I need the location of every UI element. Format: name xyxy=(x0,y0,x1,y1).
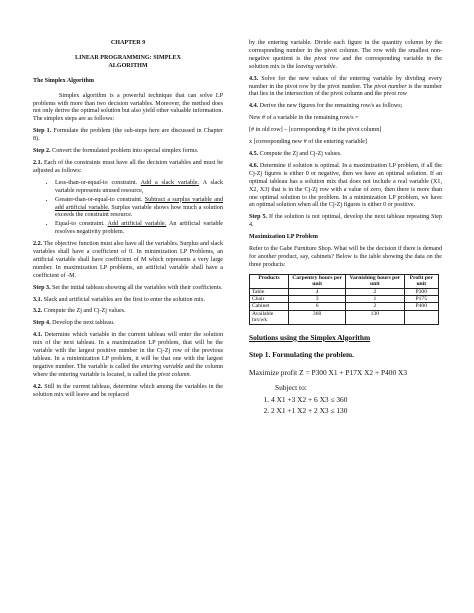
step32-paragraph xyxy=(33,308,223,316)
step44-text: Derive the new figures for the remaining row/s as follows; xyxy=(258,103,403,110)
step41-label: 4.1. xyxy=(33,332,43,339)
step31-text: Slack and artificial variables are the first to enter the solution mix. xyxy=(42,296,206,303)
maximization-paragraph: Refer to the Gabe Furniture Shop. What will be the decision if there is demand for another product, say, cabinets? Below is the table showing the data on the three products: xyxy=(249,246,442,268)
bullet-underlined: Subtract a surplus variable and add artificial variable. xyxy=(55,196,223,211)
chapter-title-line2: ALGORITHM xyxy=(108,62,148,69)
list-item xyxy=(55,197,223,221)
table-cell: P300 xyxy=(404,288,438,295)
table-cell: 130 xyxy=(346,310,404,324)
table-header: Products xyxy=(250,274,289,288)
table-cell: 4 xyxy=(289,288,346,295)
continuation-paragraph xyxy=(249,40,442,72)
step3-label: Step 3. xyxy=(33,284,51,291)
step5-text: If the solution is not optimal, develop the next tableau repeating Step 4. xyxy=(249,214,442,229)
step43-text-2: is the number that lies in the intersection of the pivot column and the pivot row xyxy=(249,83,442,98)
table-cell: 3 xyxy=(289,295,346,302)
table-cell: Cabinet xyxy=(250,303,289,310)
list-item: 2. 2 X1 +1 X2 + 2 X3 ≤ 130 xyxy=(271,406,442,416)
step2-paragraph xyxy=(33,148,223,156)
step22-paragraph xyxy=(33,241,223,281)
step41-paragraph xyxy=(33,332,223,379)
step21-label: 2.1. xyxy=(33,159,43,166)
step1-paragraph xyxy=(33,128,223,144)
step5-paragraph xyxy=(249,214,442,230)
chapter-title-line1: LINEAR PROGRAMMING: SIMPLEX xyxy=(75,54,181,61)
continuation-italic: pivot row xyxy=(314,55,340,62)
continuation-italic-2: leaving variable. xyxy=(295,63,338,70)
step43-paragraph xyxy=(249,76,442,100)
table-row xyxy=(250,303,439,310)
list-item xyxy=(55,221,223,237)
maximization-heading: Maximization LP Problem xyxy=(249,234,318,241)
continuation-text: by the entering variable. Divide each figure in the quantity column by the corresponding number in the pivot column. The row with the smallest non-negative quotient is the xyxy=(249,40,442,62)
step21-paragraph xyxy=(33,160,223,176)
step31-label: 3.1. xyxy=(33,296,43,303)
right-column xyxy=(249,40,442,418)
list-item xyxy=(55,180,223,196)
table-row xyxy=(250,288,439,295)
step4-paragraph xyxy=(33,320,223,328)
objective-function: Maximize profit Z = P300 X1 + P17X X2 + P400 X3 xyxy=(249,367,408,377)
formula-line-3: x [corresponding new # of the entering variable] xyxy=(249,139,367,146)
bullet-lead: Less-than-or-equal-to constraint. xyxy=(55,179,141,186)
step22-text: The objective function must also have all the variables. Surplus and slack variables shall have a coefficient of 0. In minimization LP Problems, an artificial variable shall have coefficient of M which represents a very large number. In maximization LP problems, an artificial variable shall have a coefficient of -M. xyxy=(33,241,223,279)
left-column xyxy=(33,40,223,404)
section-heading: The Simplex Algorithm xyxy=(33,77,94,84)
step2-text: Convert the formulated problem into special simplex forms. xyxy=(50,148,199,155)
step41-text: Determine which variable in the current tableau will enter the solution mix of the next tableau. In a maximization LP problem, that will be the variable with the largest positive number in the Cj-Zj row of the previous tableau. In a minimization LP problem, it will be that one with the largest negative number. The variable is called the xyxy=(33,332,223,370)
bullet-lead: Equal-to constraint. xyxy=(55,221,108,228)
table-row xyxy=(250,295,439,302)
constraint-list xyxy=(33,180,223,237)
step1-text: Formulate the problem (the sub-steps here are discussed in Chapter 8). xyxy=(33,128,223,143)
table-cell: Available hrs/wk xyxy=(250,310,289,324)
step43-text: Solve for the new values of the entering variable by dividing every number in the pivot row by the pivot number. The xyxy=(249,75,442,90)
bullet-lead: Greater-than-or-equal-to constraint. xyxy=(55,196,145,203)
step45-text: Compute the Zj and Cj-Zj values. xyxy=(258,150,342,157)
table-cell: Table xyxy=(250,288,289,295)
subject-to-label: Subject to: xyxy=(275,383,307,393)
step3-paragraph xyxy=(33,285,223,293)
step42-label: 4.2. xyxy=(33,383,43,390)
list-item: 1. 4 X1 +3 X2 + 6 X3 ≤ 360 xyxy=(271,395,442,405)
step45-paragraph xyxy=(249,151,442,159)
bullet-rest: Surplus variable shows how much a solution exceeds the constraint resource. xyxy=(55,204,223,219)
step32-text: Compute the Zj and Cj-Zj values. xyxy=(42,308,126,315)
step46-text: Determine if solution is optimal. In a maximization LP problem, if all the Cj-Zj figures is either 0 or negative, then we have an optimal solution. If an optimal tableau has a solution mix that does not include a real variable (X1, X2, X3) that is in the Cj-Zj row with a value of zero, then there is more than one optimal solution to the problem. In a minimization LP problem, we have an optimal solution when all the Cj-Zj figures is either 0 or positive. xyxy=(249,162,442,209)
chapter-title xyxy=(33,55,223,71)
continuation-text-2: and the corresponding variable in the solution mix is the xyxy=(249,55,442,70)
table-header-row xyxy=(250,274,439,288)
step42-paragraph xyxy=(33,384,223,400)
table-cell: 2 xyxy=(346,303,404,310)
table-cell: 2 xyxy=(346,288,404,295)
table-cell: 6 xyxy=(289,303,346,310)
table-cell: P400 xyxy=(404,303,438,310)
table-cell: Chair xyxy=(250,295,289,302)
step5-label: Step 5. xyxy=(249,214,268,221)
table-cell: 360 xyxy=(289,310,346,324)
step31-paragraph xyxy=(33,297,223,305)
step42-text: Still in the current tableau, determine which among the variables in the solution mix will leave and be replaced xyxy=(33,383,223,398)
step41-italic: entering variable xyxy=(140,363,184,370)
step4-text: Develop the next tableau. xyxy=(50,320,115,327)
step46-paragraph xyxy=(249,163,442,210)
table-header: Profit per unit xyxy=(404,274,438,288)
step45-label: 4.5. xyxy=(249,150,259,157)
table-row xyxy=(250,310,439,324)
solutions-heading: Solutions using the Simplex Algorithm xyxy=(249,332,371,342)
bullet-rest: A slack variable represents unused resource, xyxy=(55,179,224,194)
step41-text-2: and the column where the entering variable is located, is called the xyxy=(33,363,224,378)
bullet-underlined: Add a slack variable. xyxy=(140,179,200,186)
step46-label: 4.6. xyxy=(249,162,259,169)
bullet-underlined: Add artificial variable. xyxy=(107,221,167,228)
step4-label: Step 4. xyxy=(33,320,51,327)
table-header: Varnishing hours per unit xyxy=(346,274,404,288)
table-cell: P175 xyxy=(404,295,438,302)
intro-paragraph: Simplex algorithm is a powerful technique that can solve LP problems with more than two decision variables. Moreover, the method does not only derive the optimal solution but also yield other valuable information. The simplex steps are as follows: xyxy=(33,92,223,123)
table-cell xyxy=(404,310,438,324)
step21-text: Each of the constraints must have all the decision variables and must be adjusted as follows: xyxy=(33,159,223,174)
step41-italic-2: pivot column. xyxy=(157,371,192,378)
formula-line-2: [# in old row] – [corresponding # in the pivot column] xyxy=(249,127,382,134)
step2-label: Step 2. xyxy=(33,148,51,155)
table-cell: 1 xyxy=(346,295,404,302)
step1-label: Step 1. xyxy=(33,128,52,135)
step44-label: 4.4. xyxy=(249,103,259,110)
step44-paragraph xyxy=(249,103,442,111)
step43-label: 4.3. xyxy=(249,75,259,82)
step32-label: 3.2. xyxy=(33,308,43,315)
step1-formulating-heading: Step 1. Formulating the problem. xyxy=(249,350,354,360)
step3-text: Set the initial tableau showing all the variables with their coefficients. xyxy=(50,284,223,291)
bullet-rest: An artificial variable resolves negativity problem. xyxy=(55,221,223,236)
table-header: Carpentry hours per unit xyxy=(289,274,346,288)
step43-italic: pivot number xyxy=(374,83,407,90)
step22-label: 2.2. xyxy=(33,241,43,248)
products-table xyxy=(249,274,439,325)
chapter-heading: CHAPTER 9 xyxy=(110,40,146,46)
formula-line-1: New # of a variable in the remaining row/s = xyxy=(249,115,359,122)
constraints-list xyxy=(249,395,442,416)
